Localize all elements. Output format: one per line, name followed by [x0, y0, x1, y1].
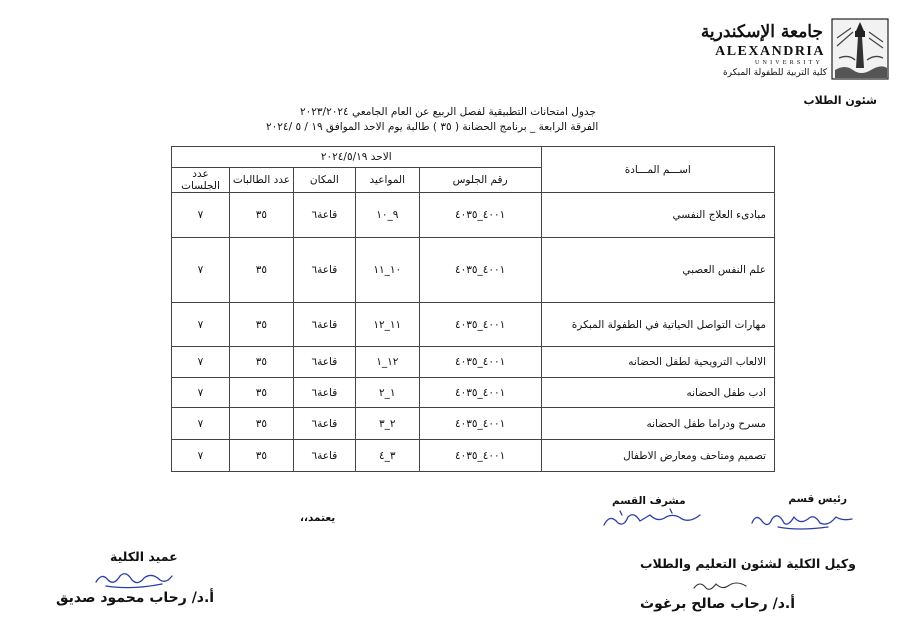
- sessions-cell: ٧: [172, 238, 230, 303]
- subject-header: اســـم المـــادة: [541, 147, 774, 193]
- students-cell: ٣٥: [229, 238, 293, 303]
- seats-cell: ٤٠٠١_٤٠٣٥: [419, 303, 541, 347]
- university-logo: [700, 18, 889, 86]
- department-supervisor-signature: [600, 505, 705, 531]
- sessions-cell: ٧: [172, 193, 230, 238]
- place-cell: قاعة٦: [293, 440, 355, 472]
- sessions-cell: ٧: [172, 408, 230, 440]
- subject-cell: تصميم ومتاحف ومعارض الاطفال: [541, 440, 774, 472]
- subject-cell: علم النفس العصبي: [541, 238, 774, 303]
- sessions-cell: ٧: [172, 303, 230, 347]
- students-cell: ٣٥: [229, 378, 293, 408]
- students-cell: ٣٥: [229, 408, 293, 440]
- students-cell: ٣٥: [229, 303, 293, 347]
- sessions-cell: ٧: [172, 378, 230, 408]
- time-cell: ١١_١٢: [355, 303, 419, 347]
- approved-label: يعتمد،،: [300, 512, 336, 524]
- seats-cell: ٤٠٠١_٤٠٣٥: [419, 347, 541, 378]
- schedule-subtitle: الفرقة الرابعة _ برنامج الحضانة ( ٣٥ ) طالبة يوم الاحد الموافق ١٩ / ٥ /٢٠٢٤: [266, 121, 599, 133]
- department-supervisor-label: مشرف القسم: [612, 495, 686, 507]
- exam-schedule-table: [171, 146, 775, 472]
- dean-signature: [92, 566, 176, 590]
- place-cell: قاعة٦: [293, 378, 355, 408]
- place-cell: قاعة٦: [293, 408, 355, 440]
- subject-cell: مبادىء العلاج النفسي: [541, 193, 774, 238]
- date-header: الاحد ٢٠٢٤/٥/١٩: [172, 147, 542, 168]
- dean-title: عميد الكلية: [110, 549, 178, 564]
- time-cell: ٩_١٠: [355, 193, 419, 238]
- table-row: [172, 408, 775, 440]
- subject-cell: مهارات التواصل الحياتية في الطفولة المبكرة: [541, 303, 774, 347]
- seats-cell: ٤٠٠١_٤٠٣٥: [419, 378, 541, 408]
- col-place: المكان: [293, 168, 355, 193]
- university-word: UNIVERSITY: [755, 60, 823, 66]
- seats-cell: ٤٠٠١_٤٠٣٥: [419, 238, 541, 303]
- students-cell: ٣٥: [229, 440, 293, 472]
- subject-cell: الالعاب الترويحية لطفل الحضانه: [541, 347, 774, 378]
- col-seat-numbers: رقم الجلوس: [419, 168, 541, 193]
- seats-cell: ٤٠٠١_٤٠٣٥: [419, 193, 541, 238]
- place-cell: قاعة٦: [293, 238, 355, 303]
- university-english-name: ALEXANDRIA: [715, 44, 825, 59]
- head-of-department-signature: [748, 505, 858, 533]
- faculty-name: كلية التربية للطفولة المبكرة: [722, 68, 827, 78]
- time-cell: ٣_٤: [355, 440, 419, 472]
- table-row: [172, 378, 775, 408]
- lighthouse-emblem-icon: [831, 18, 889, 80]
- university-arabic-name: جامعة الإسكندرية: [700, 22, 823, 42]
- sessions-cell: ٧: [172, 440, 230, 472]
- vice-dean-title: وكيل الكلية لشئون التعليم والطلاب: [640, 556, 856, 571]
- place-cell: قاعة٦: [293, 193, 355, 238]
- subject-cell: ادب طفل الحضانه: [541, 378, 774, 408]
- seats-cell: ٤٠٠١_٤٠٣٥: [419, 440, 541, 472]
- table-row: [172, 193, 775, 238]
- table-row: [172, 440, 775, 472]
- table-row: [172, 303, 775, 347]
- time-cell: ١٢_١: [355, 347, 419, 378]
- schedule-title: جدول امتحانات التطبيقية لفصل الربيع عن العام الجامعي ٢٠٢٣/٢٠٢٤: [300, 106, 596, 118]
- table-row: [172, 238, 775, 303]
- sessions-cell: ٧: [172, 347, 230, 378]
- place-cell: قاعة٦: [293, 347, 355, 378]
- seats-cell: ٤٠٠١_٤٠٣٥: [419, 408, 541, 440]
- vice-dean-name: أ.د/ رحاب صالح برغوث: [640, 596, 796, 612]
- time-cell: ١_٢: [355, 378, 419, 408]
- vice-dean-signature: [690, 574, 750, 596]
- head-of-department-label: رئيس قسم: [788, 493, 847, 505]
- students-cell: ٣٥: [229, 347, 293, 378]
- place-cell: قاعة٦: [293, 303, 355, 347]
- students-cell: ٣٥: [229, 193, 293, 238]
- col-sessions: عدد الجلسات: [172, 168, 230, 193]
- dean-name: أ.د/ رحاب محمود صديق: [56, 590, 215, 606]
- time-cell: ١٠_١١: [355, 238, 419, 303]
- subject-cell: مسرح ودراما طفل الحضانه: [541, 408, 774, 440]
- table-row: [172, 347, 775, 378]
- department-label: شئون الطلاب: [803, 94, 877, 107]
- time-cell: ٢_٣: [355, 408, 419, 440]
- col-times: المواعيد: [355, 168, 419, 193]
- col-students: عدد الطالبات: [229, 168, 293, 193]
